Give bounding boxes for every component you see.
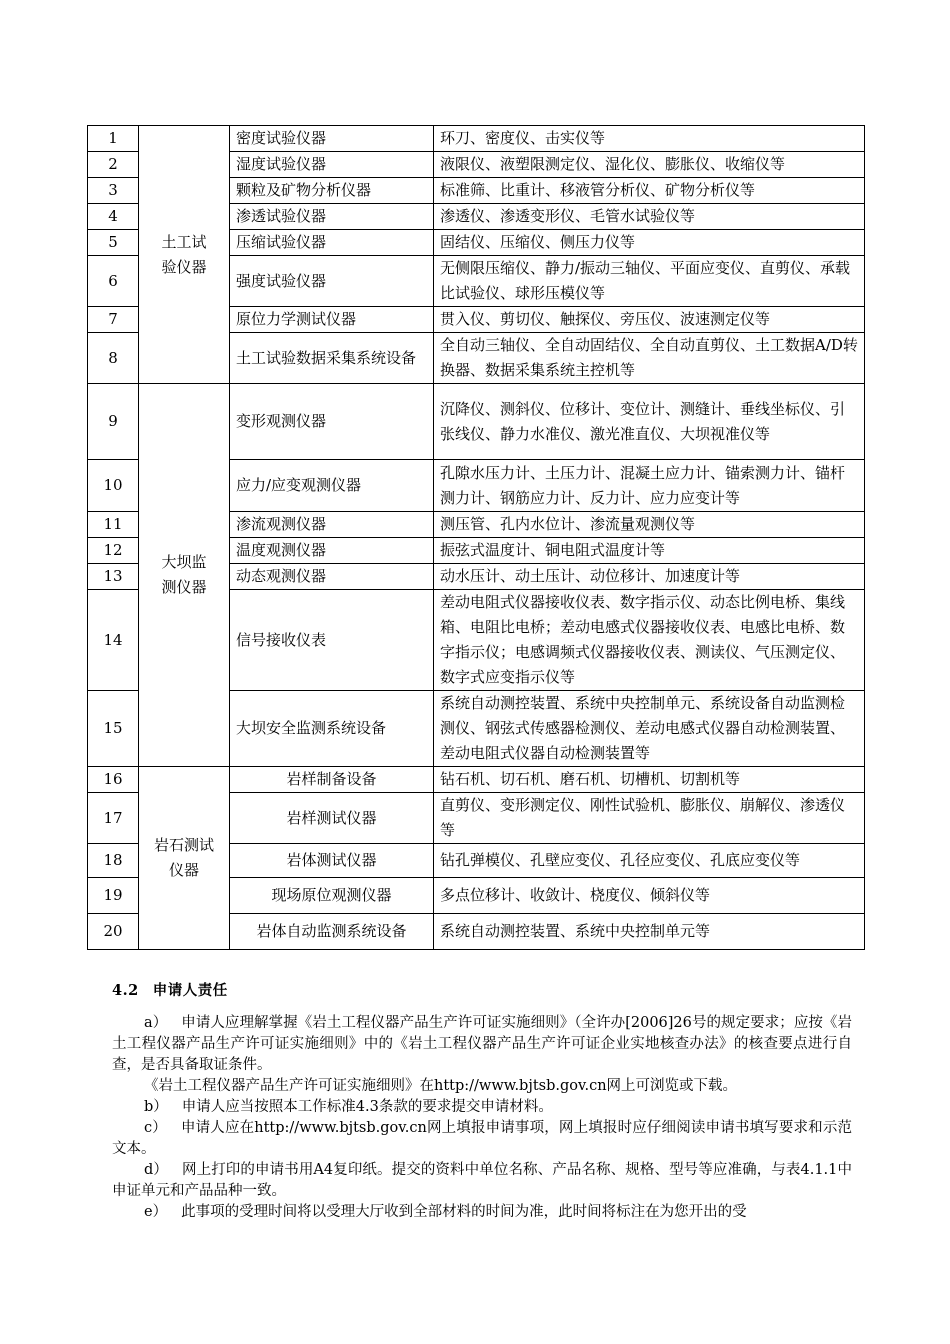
row-number: 16 <box>88 767 139 793</box>
row-number: 14 <box>88 590 139 691</box>
paragraph <box>112 1160 852 1202</box>
instrument-name: 岩样制备设备 <box>230 767 434 793</box>
row-number: 19 <box>88 878 139 914</box>
row-number: 12 <box>88 538 139 564</box>
row-number: 6 <box>88 256 139 307</box>
instrument-examples: 多点位移计、收敛计、桡度仪、倾斜仪等 <box>434 878 865 914</box>
paragraph <box>112 1202 852 1223</box>
row-number: 7 <box>88 307 139 333</box>
section-heading <box>112 980 852 1001</box>
instrument-examples: 全自动三轴仪、全自动固结仪、全自动直剪仪、土工数据A/D转换器、数据采集系统主控机等 <box>434 333 865 384</box>
instrument-name: 密度试验仪器 <box>230 126 434 152</box>
instrument-examples: 测压管、孔内水位计、渗流量观测仪等 <box>434 512 865 538</box>
instrument-examples: 液限仪、液塑限测定仪、湿化仪、膨胀仪、收缩仪等 <box>434 152 865 178</box>
instrument-examples: 系统自动测控装置、系统中央控制单元、系统设备自动监测检测仪、钢弦式传感器检测仪、差动电感式仪器自动检测装置、差动电阻式仪器自动检测装置等 <box>434 691 865 767</box>
paragraph-text: 申请人应理解掌握《岩土工程仪器产品生产许可证实施细则》（全许办[2006]26号的规定要求；应按《岩土工程仪器产品生产许可证实施细则》中的《岩土工程仪器产品生产许可证企业实地核查办法》的核查要点进行自查，是否具备取证条件。 <box>112 1015 852 1073</box>
instrument-examples: 固结仪、压缩仪、侧压力仪等 <box>434 230 865 256</box>
instrument-examples: 贯入仪、剪切仪、触探仪、旁压仪、波速测定仪等 <box>434 307 865 333</box>
instrument-name: 应力/应变观测仪器 <box>230 460 434 512</box>
instrument-name: 岩体自动监测系统设备 <box>230 914 434 950</box>
paragraph-label: b） <box>144 1099 168 1115</box>
row-number: 3 <box>88 178 139 204</box>
row-number: 13 <box>88 564 139 590</box>
instrument-examples: 环刀、密度仪、击实仪等 <box>434 126 865 152</box>
paragraph-label: e） <box>144 1204 168 1220</box>
instrument-table <box>87 125 865 950</box>
instrument-name: 湿度试验仪器 <box>230 152 434 178</box>
paragraph <box>112 1076 852 1097</box>
section-title-text: 申请人责任 <box>152 982 228 999</box>
instrument-examples: 渗透仪、渗透变形仪、毛管水试验仪等 <box>434 204 865 230</box>
row-number: 20 <box>88 914 139 950</box>
paragraph-text: 此事项的受理时间将以受理大厅收到全部材料的时间为准，此时间将标注在为您开出的受 <box>181 1204 747 1220</box>
instrument-name: 信号接收仪表 <box>230 590 434 691</box>
instrument-examples: 差动电阻式仪器接收仪表、数字指示仪、动态比例电桥、集线箱、电阻比电桥；差动电感式仪器接收仪表、电感比电桥、数字指示仪；电感调频式仪器接收仪表、测读仪、气压测定仪、数字式应变指示仪等 <box>434 590 865 691</box>
category-cell: 大坝监 测仪器 <box>139 384 230 767</box>
row-number: 8 <box>88 333 139 384</box>
row-number: 10 <box>88 460 139 512</box>
instrument-name: 岩样测试仪器 <box>230 793 434 844</box>
instrument-name: 岩体测试仪器 <box>230 844 434 878</box>
section-paragraphs <box>112 1013 852 1223</box>
section-4-2 <box>112 980 852 1223</box>
instrument-table-body <box>88 126 865 950</box>
instrument-name: 现场原位观测仪器 <box>230 878 434 914</box>
instrument-name: 颗粒及矿物分析仪器 <box>230 178 434 204</box>
row-number: 18 <box>88 844 139 878</box>
paragraph-label: c） <box>144 1120 167 1136</box>
paragraph <box>112 1013 852 1076</box>
table-row <box>88 767 865 793</box>
instrument-examples: 动水压计、动土压计、动位移计、加速度计等 <box>434 564 865 590</box>
row-number: 17 <box>88 793 139 844</box>
row-number: 1 <box>88 126 139 152</box>
instrument-examples: 振弦式温度计、铜电阻式温度计等 <box>434 538 865 564</box>
table-row <box>88 384 865 460</box>
row-number: 4 <box>88 204 139 230</box>
instrument-name: 大坝安全监测系统设备 <box>230 691 434 767</box>
paragraph-text: 《岩土工程仪器产品生产许可证实施细则》在http://www.bjtsb.gov.cn网上可浏览或下载。 <box>144 1078 738 1094</box>
paragraph <box>112 1097 852 1118</box>
row-number: 15 <box>88 691 139 767</box>
paragraph-label: d） <box>144 1162 168 1178</box>
instrument-examples: 沉降仪、测斜仪、位移计、变位计、测缝计、垂线坐标仪、引张线仪、静力水准仪、激光准直仪、大坝视准仪等 <box>434 384 865 460</box>
row-number: 9 <box>88 384 139 460</box>
category-cell: 岩石测试 仪器 <box>139 767 230 950</box>
category-cell: 土工试 验仪器 <box>139 126 230 384</box>
paragraph-label: a） <box>144 1015 168 1031</box>
instrument-examples: 无侧限压缩仪、静力/振动三轴仪、平面应变仪、直剪仪、承载比试验仪、球形压模仪等 <box>434 256 865 307</box>
instrument-examples: 直剪仪、变形测定仪、刚性试验机、膨胀仪、崩解仪、渗透仪等 <box>434 793 865 844</box>
section-number: 4.2 <box>112 982 139 999</box>
instrument-name: 渗透试验仪器 <box>230 204 434 230</box>
instrument-name: 强度试验仪器 <box>230 256 434 307</box>
table-row <box>88 126 865 152</box>
row-number: 11 <box>88 512 139 538</box>
row-number: 5 <box>88 230 139 256</box>
instrument-examples: 钻孔弹模仪、孔壁应变仪、孔径应变仪、孔底应变仪等 <box>434 844 865 878</box>
instrument-name: 原位力学测试仪器 <box>230 307 434 333</box>
instrument-name: 变形观测仪器 <box>230 384 434 460</box>
instrument-name: 渗流观测仪器 <box>230 512 434 538</box>
paragraph-text: 申请人应当按照本工作标准4.3条款的要求提交申请材料。 <box>181 1099 553 1115</box>
paragraph-text: 网上打印的申请书用A4复印纸。提交的资料中单位名称、产品名称、规格、型号等应准确，与表4.1.1中申证单元和产品品种一致。 <box>112 1162 852 1199</box>
instrument-name: 动态观测仪器 <box>230 564 434 590</box>
instrument-examples: 标准筛、比重计、移液管分析仪、矿物分析仪等 <box>434 178 865 204</box>
instrument-examples: 钻石机、切石机、磨石机、切槽机、切割机等 <box>434 767 865 793</box>
instrument-name: 土工试验数据采集系统设备 <box>230 333 434 384</box>
instrument-examples: 系统自动测控装置、系统中央控制单元等 <box>434 914 865 950</box>
instrument-name: 压缩试验仪器 <box>230 230 434 256</box>
instrument-examples: 孔隙水压力计、土压力计、混凝土应力计、锚索测力计、锚杆测力计、钢筋应力计、反力计、应力应变计等 <box>434 460 865 512</box>
row-number: 2 <box>88 152 139 178</box>
paragraph-text: 申请人应在http://www.bjtsb.gov.cn网上填报申请事项，网上填报时应仔细阅读申请书填写要求和示范文本。 <box>112 1120 852 1157</box>
paragraph <box>112 1118 852 1160</box>
instrument-name: 温度观测仪器 <box>230 538 434 564</box>
